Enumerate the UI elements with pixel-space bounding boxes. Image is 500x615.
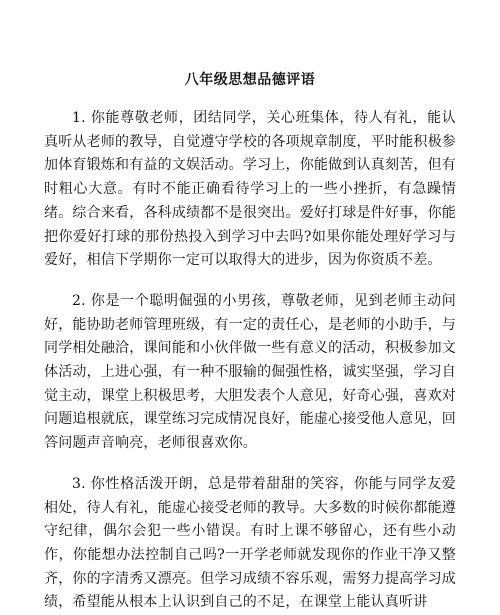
- paragraph-3: 3. 你性格活泼开朗，总是带着甜甜的笑容，你能与同学友爱相处，待人有礼，能虚心接受老师的教导。大多数的时候你都能遵守纪律，偶尔会犯一些小错误。有时上课不够留心，还有些小动作，你能想办法控制自己吗?一开学老师就发现你的作业干净又整齐，你的字清秀又漂亮。但学习成绩不容乐观，需努力提高学习成绩，希望能从根本上认识到自己的不足，在课堂上能认真听讲: [44, 475, 456, 611]
- document-title: 八年级思想品德评语: [184, 72, 316, 88]
- paragraph-1: 1. 你能尊敬老师，团结同学，关心班集体，待人有礼，能认真听从老师的教导，自觉遵守学校的各项规章制度，平时能积极参加体育锻炼和有益的文娱活动。学习上，你能做到认真刻苦，但有时粗心大意。有时不能正确看待学习上的一些小挫折，有急躁情绪。综合来看，各科成绩都不是很突出。爱好打球是件好事，你能把你爱好打球的那份热投入到学习中去吗?如果你能处理好学习与爱好，相信下学期你一定可以取得大的进步，因为你资质不差。: [44, 110, 456, 269]
- paragraph-2: 2. 你是一个聪明倔强的小男孩，尊敬老师，见到老师主动问好，能协助老师管理班级，有一定的责任心，是老师的小助手，与同学相处融洽，课间能和小伙伴做一些有意义的活动，积极参加文体活动，上进心强，有一种不服输的倔强性格，诚实坚强，学习自觉主动，课堂上积极思考，大胆发表个人意见，好奇心强，喜欢对问题追根就底，课堂练习完成情况良好，能虚心接受他人意见，回答问题声音响亮，老师很喜欢你。: [44, 292, 456, 452]
